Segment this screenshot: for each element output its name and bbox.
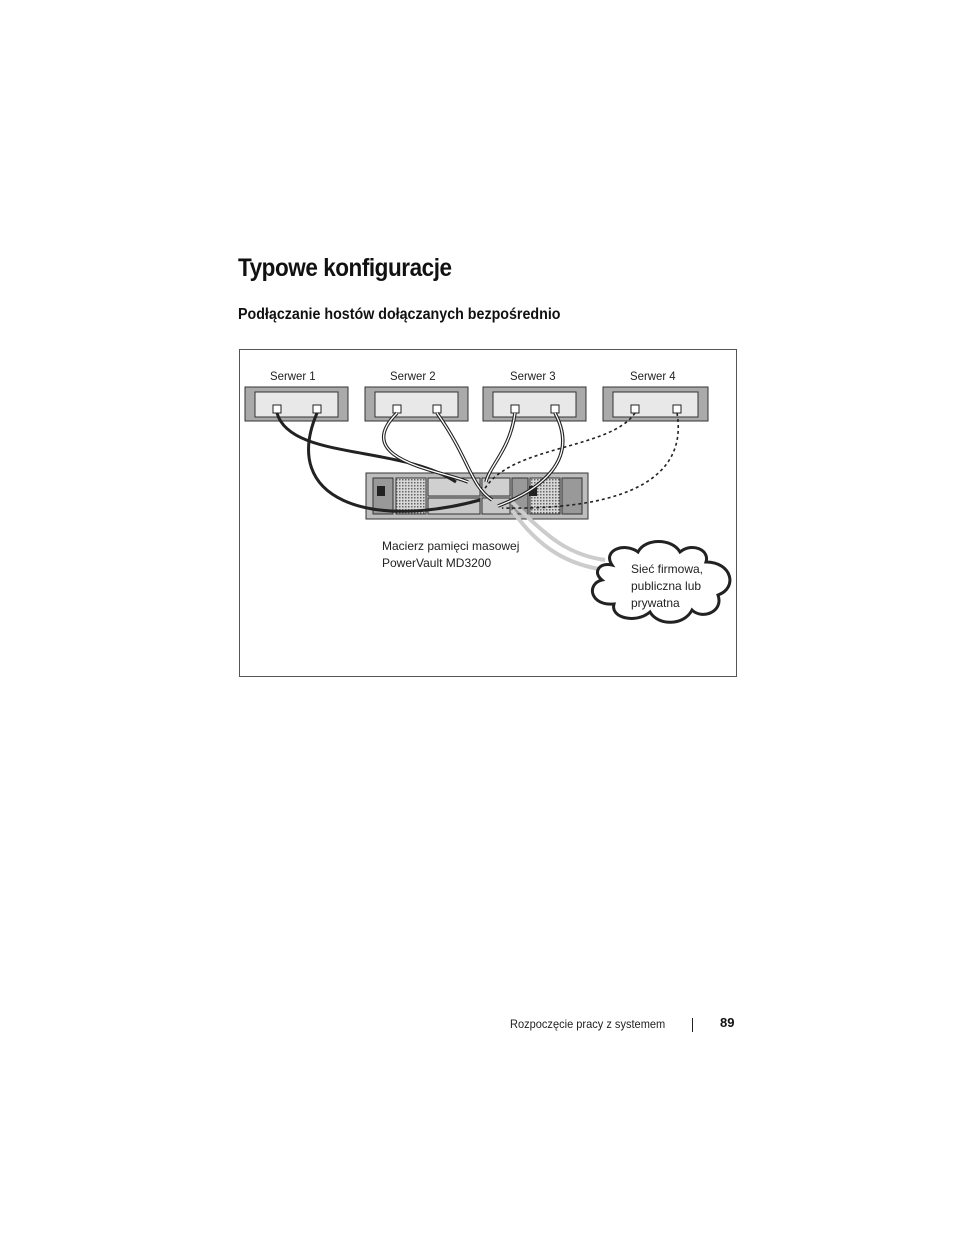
footer-separator <box>692 1018 693 1032</box>
server-4-chassis <box>603 387 708 421</box>
footer-section-title: Rozpoczęcie pracy z systemem <box>510 1017 666 1031</box>
server-1-chassis <box>245 387 348 421</box>
server-3-label: Serwer 3 <box>510 369 556 383</box>
page-number: 89 <box>720 1015 735 1030</box>
page-title: Typowe konfiguracje <box>238 254 452 282</box>
cloud-label-line3: prywatna <box>631 596 680 610</box>
server-2-chassis <box>365 387 468 421</box>
server-4-label: Serwer 4 <box>630 369 676 383</box>
section-subtitle: Podłączanie hostów dołączanych bezpośrednio <box>238 306 561 323</box>
server-1-label: Serwer 1 <box>270 369 316 383</box>
server-2-label: Serwer 2 <box>390 369 436 383</box>
cloud-label-line1: Sieć firmowa, <box>631 562 704 576</box>
storage-array-label-line1: Macierz pamięci masowej <box>382 539 520 553</box>
server-3-chassis <box>483 387 586 421</box>
cloud-label-line2: publiczna lub <box>631 579 702 593</box>
direct-attached-hosts-diagram <box>239 349 737 677</box>
sas-cable-server2-a <box>384 413 468 482</box>
storage-array-label-line2: PowerVault MD3200 <box>382 556 492 570</box>
diagram-graphic <box>240 350 738 678</box>
